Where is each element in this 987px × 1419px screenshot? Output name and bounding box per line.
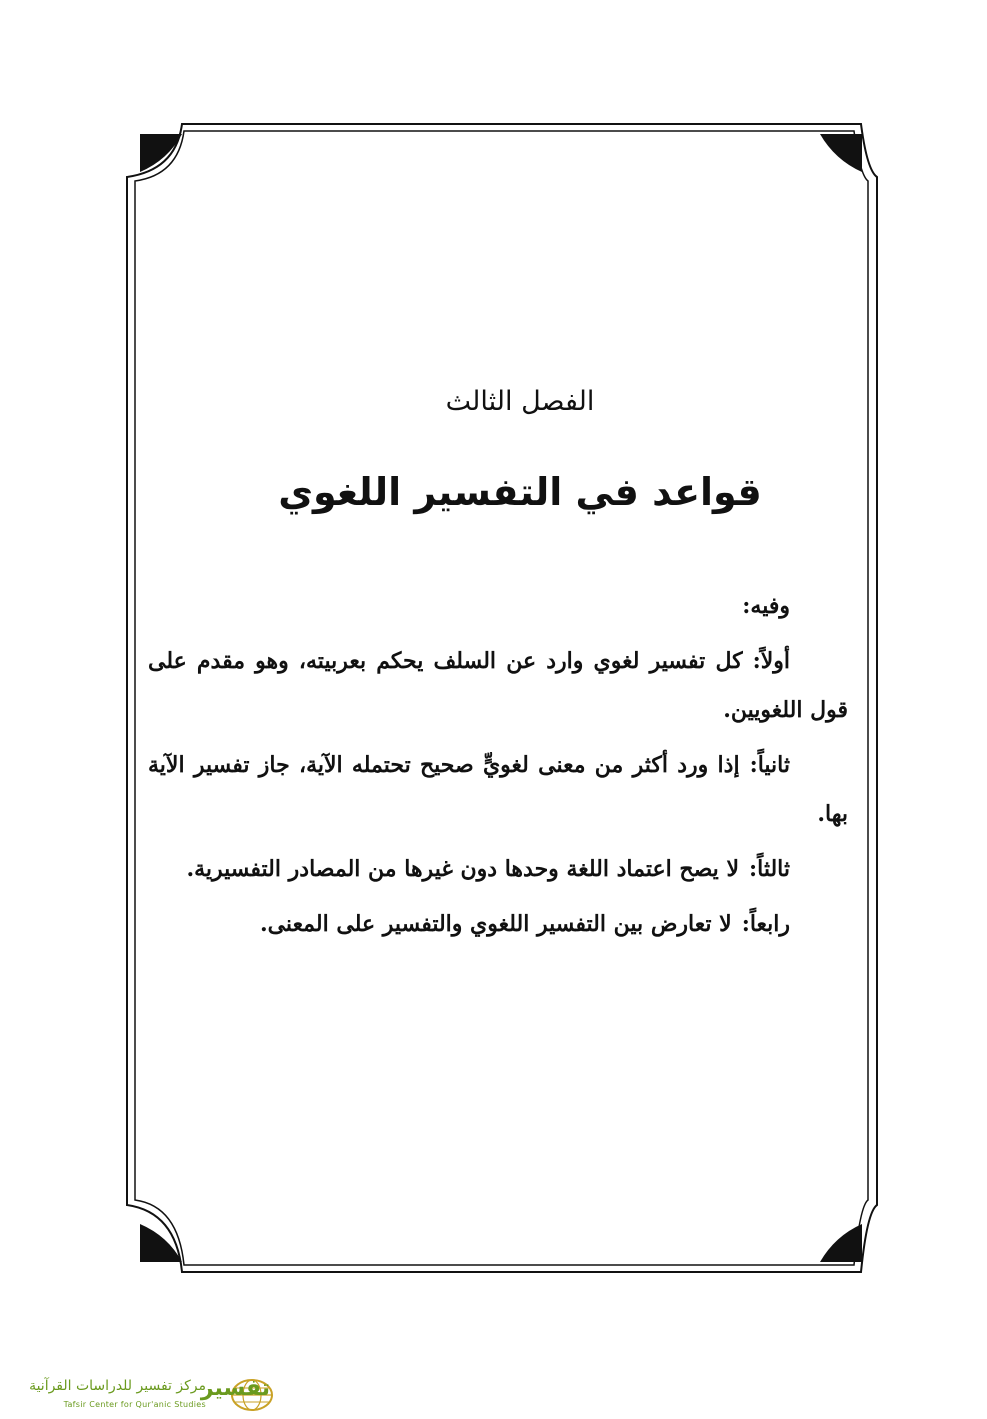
chapter-title: قواعد في التفسير اللغوي [278,470,762,514]
intro-line: وفيه: [742,593,790,619]
chapter-contents [148,582,848,955]
rule-term: رابعاً: [741,911,790,937]
corner-ornament-top-right [820,134,862,172]
logo-center-name: مركز تفسير للدراسات القرآنية [29,1378,206,1394]
chapter-label: الفصل الثالث [445,386,595,417]
corner-ornament-top-left [140,134,182,172]
rule-term: أولاً: [752,648,790,674]
rule-term: ثانياً: [749,752,790,778]
rule-text: لا تعارض بين التفسير اللغوي والتفسير على المعنى. [259,911,732,937]
tafsir-center-logo [14,1378,294,1412]
rule-text: لا يصح اعتماد اللغة وحدها دون غيرها من المصادر التفسيرية. [186,856,739,882]
rule-item-4 [148,900,848,949]
rule-text: إذا ورد أكثر من معنى لغويٍّ صحيح تحتمله الآية، جاز تفسير الآية بها. [148,752,848,827]
logo-name: تفسير [200,1376,270,1401]
rule-text: كل تفسير لغوي وارد عن السلف يحكم بعربيته، وهو مقدم على قول اللغويين. [148,648,848,723]
logo-english-name: Tafsir Center for Qur'anic Studies [63,1400,206,1409]
rule-item-3 [148,845,848,894]
corner-ornament-bottom-right [820,1224,862,1262]
rule-item-1 [148,637,848,735]
rule-item-2 [148,741,848,839]
rule-term: ثالثاً: [749,856,790,882]
